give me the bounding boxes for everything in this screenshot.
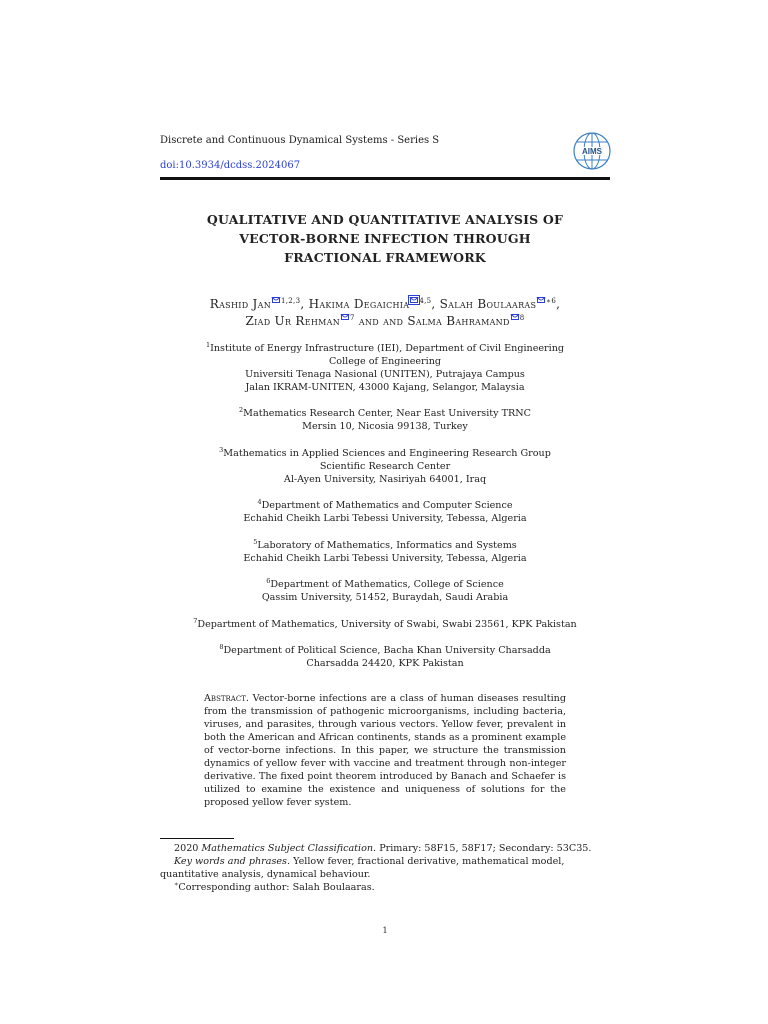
header-rule [160, 177, 610, 180]
page-number: 1 [382, 926, 388, 935]
affil-sup: 6 [266, 577, 271, 585]
affil-sup: 1 [205, 341, 211, 349]
author-affil-sup: ∗6 [546, 297, 557, 305]
author-name: Hakima Degaichia [308, 297, 410, 311]
abstract-label: Abstract. [204, 693, 249, 704]
journal-name: Discrete and Continuous Dynamical Systems - Series S [160, 135, 440, 146]
affiliation-6 [160, 578, 610, 604]
aims-logo [572, 131, 612, 171]
paper-title [160, 210, 610, 267]
email-icon[interactable] [537, 297, 545, 303]
affil-line: College of Engineering [328, 356, 442, 367]
affil-sup: 2 [239, 406, 244, 414]
author-affil-sup: 1,2,3 [281, 297, 301, 305]
affil-sup: 8 [219, 643, 224, 651]
affiliation-5 [160, 539, 610, 565]
affil-line: Mathematics Research Center, Near East University TRNC [243, 408, 531, 419]
author-name: Rashid Jan [209, 297, 272, 311]
footnote-keywords [160, 855, 610, 881]
author-line: Rashid Jan $^{1,2,3}$, Hakima Degaichia $^{4,5}$, Salah Boulaaras $^{∗6}$, [209, 297, 561, 311]
msc-year: 2020 [174, 843, 199, 854]
keywords-text: Yellow fever, fractional derivative, mathematical model, quantitative analysis, dynamical behaviour. [160, 856, 565, 880]
corr-sup: ∗ [174, 880, 179, 888]
affil-line: Mersin 10, Nicosia 99138, Turkey [302, 421, 468, 432]
footnote-msc [160, 842, 610, 855]
affiliation-8 [160, 644, 610, 670]
doi-link[interactable]: doi:10.3934/dcdss.2024067 [160, 160, 301, 171]
author-affil-sup: 8 [519, 314, 525, 322]
author-affil-sup: 7 [350, 314, 355, 322]
author-line [160, 313, 610, 330]
affil-line: Department of Mathematics, University of Swabi, Swabi 23561, KPK Pakistan [197, 619, 577, 630]
email-icon[interactable] [341, 314, 349, 320]
affil-line: Al-Ayen University, Nasiriyah 64001, Iraq [283, 474, 487, 485]
affiliation-4 [160, 499, 610, 525]
affil-line: Charsadda 24420, KPK Pakistan [306, 658, 464, 669]
svg-text:AIMS: AIMS [582, 147, 602, 156]
title-line: FRACTIONAL FRAMEWORK [284, 250, 486, 265]
affil-line: Echahid Cheikh Larbi Tebessi University, Tebessa, Algeria [243, 553, 527, 564]
affil-line: Universiti Tenaga Nasional (UNITEN), Putrajaya Campus [245, 369, 525, 380]
keywords-label: Key words and phrases. [174, 856, 291, 867]
affil-line: Echahid Cheikh Larbi Tebessi University, Tebessa, Algeria [243, 513, 527, 524]
author-conjunction: and and [358, 314, 404, 328]
affiliation-1 [160, 342, 610, 394]
affiliation-3 [160, 447, 610, 486]
affil-sup: 4 [257, 498, 262, 506]
abstract [204, 692, 566, 809]
corr-text: Corresponding author: Salah Boulaaras. [178, 882, 375, 893]
title-line: QUALITATIVE AND QUANTITATIVE ANALYSIS OF [206, 212, 564, 227]
affil-line: Scientific Research Center [319, 461, 451, 472]
msc-text: Primary: 58F15, 58F17; Secondary: 53C35. [379, 843, 592, 854]
email-icon[interactable] [272, 297, 280, 303]
affil-line: Jalan IKRAM-UNITEN, 43000 Kajang, Selangor, Malaysia [245, 382, 525, 393]
author-name: Salah Boulaaras [439, 297, 537, 311]
affil-line: Department of Mathematics and Computer Science [261, 500, 513, 511]
affil-line: Department of Mathematics, College of Science [270, 579, 504, 590]
affil-sup: 7 [193, 617, 198, 625]
footnote-rule [160, 838, 234, 839]
affil-line: Laboratory of Mathematics, Informatics and Systems [257, 540, 517, 551]
footnote-corresponding [160, 881, 610, 894]
author-affil-sup: 4,5 [419, 297, 432, 305]
affil-line: Mathematics in Applied Sciences and Engineering Research Group [223, 448, 551, 459]
affil-sup: 3 [219, 446, 224, 454]
abstract-text: Vector-borne infections are a class of human diseases resulting from the transmission of pathogenic microorganisms, including bacteria, viruses, and parasites, through various vectors. Yellow fever, prevalent in both the American and African continents, stands as a prominent example of vector-borne infections. In this paper, we structure the transmission dynamics of yellow fever with vaccine and treatment through non-integer derivative. The fixed point theorem introduced by Banach and Schaefer is utilized to examine the existence and uniqueness of solutions for the proposed yellow fever system. [204, 693, 566, 808]
affiliation-2 [160, 407, 610, 433]
msc-label: Mathematics Subject Classification. [201, 843, 377, 854]
author-name: Salma Bahramand [407, 314, 510, 328]
author-name: Ziad Ur Rehman [245, 314, 341, 328]
email-icon[interactable] [511, 314, 519, 320]
title-line: VECTOR-BORNE INFECTION THROUGH [239, 231, 531, 246]
affil-line: Qassim University, 51452, Buraydah, Saudi Arabia [261, 592, 509, 603]
affil-line: Department of Political Science, Bacha Khan University Charsadda [223, 645, 551, 656]
affil-sup: 5 [253, 538, 258, 546]
author-list [160, 296, 610, 330]
affil-line: Institute of Energy Infrastructure (IEI), Department of Civil Engineering [210, 343, 565, 354]
affiliation-7 [160, 618, 610, 631]
email-icon[interactable] [410, 297, 418, 303]
